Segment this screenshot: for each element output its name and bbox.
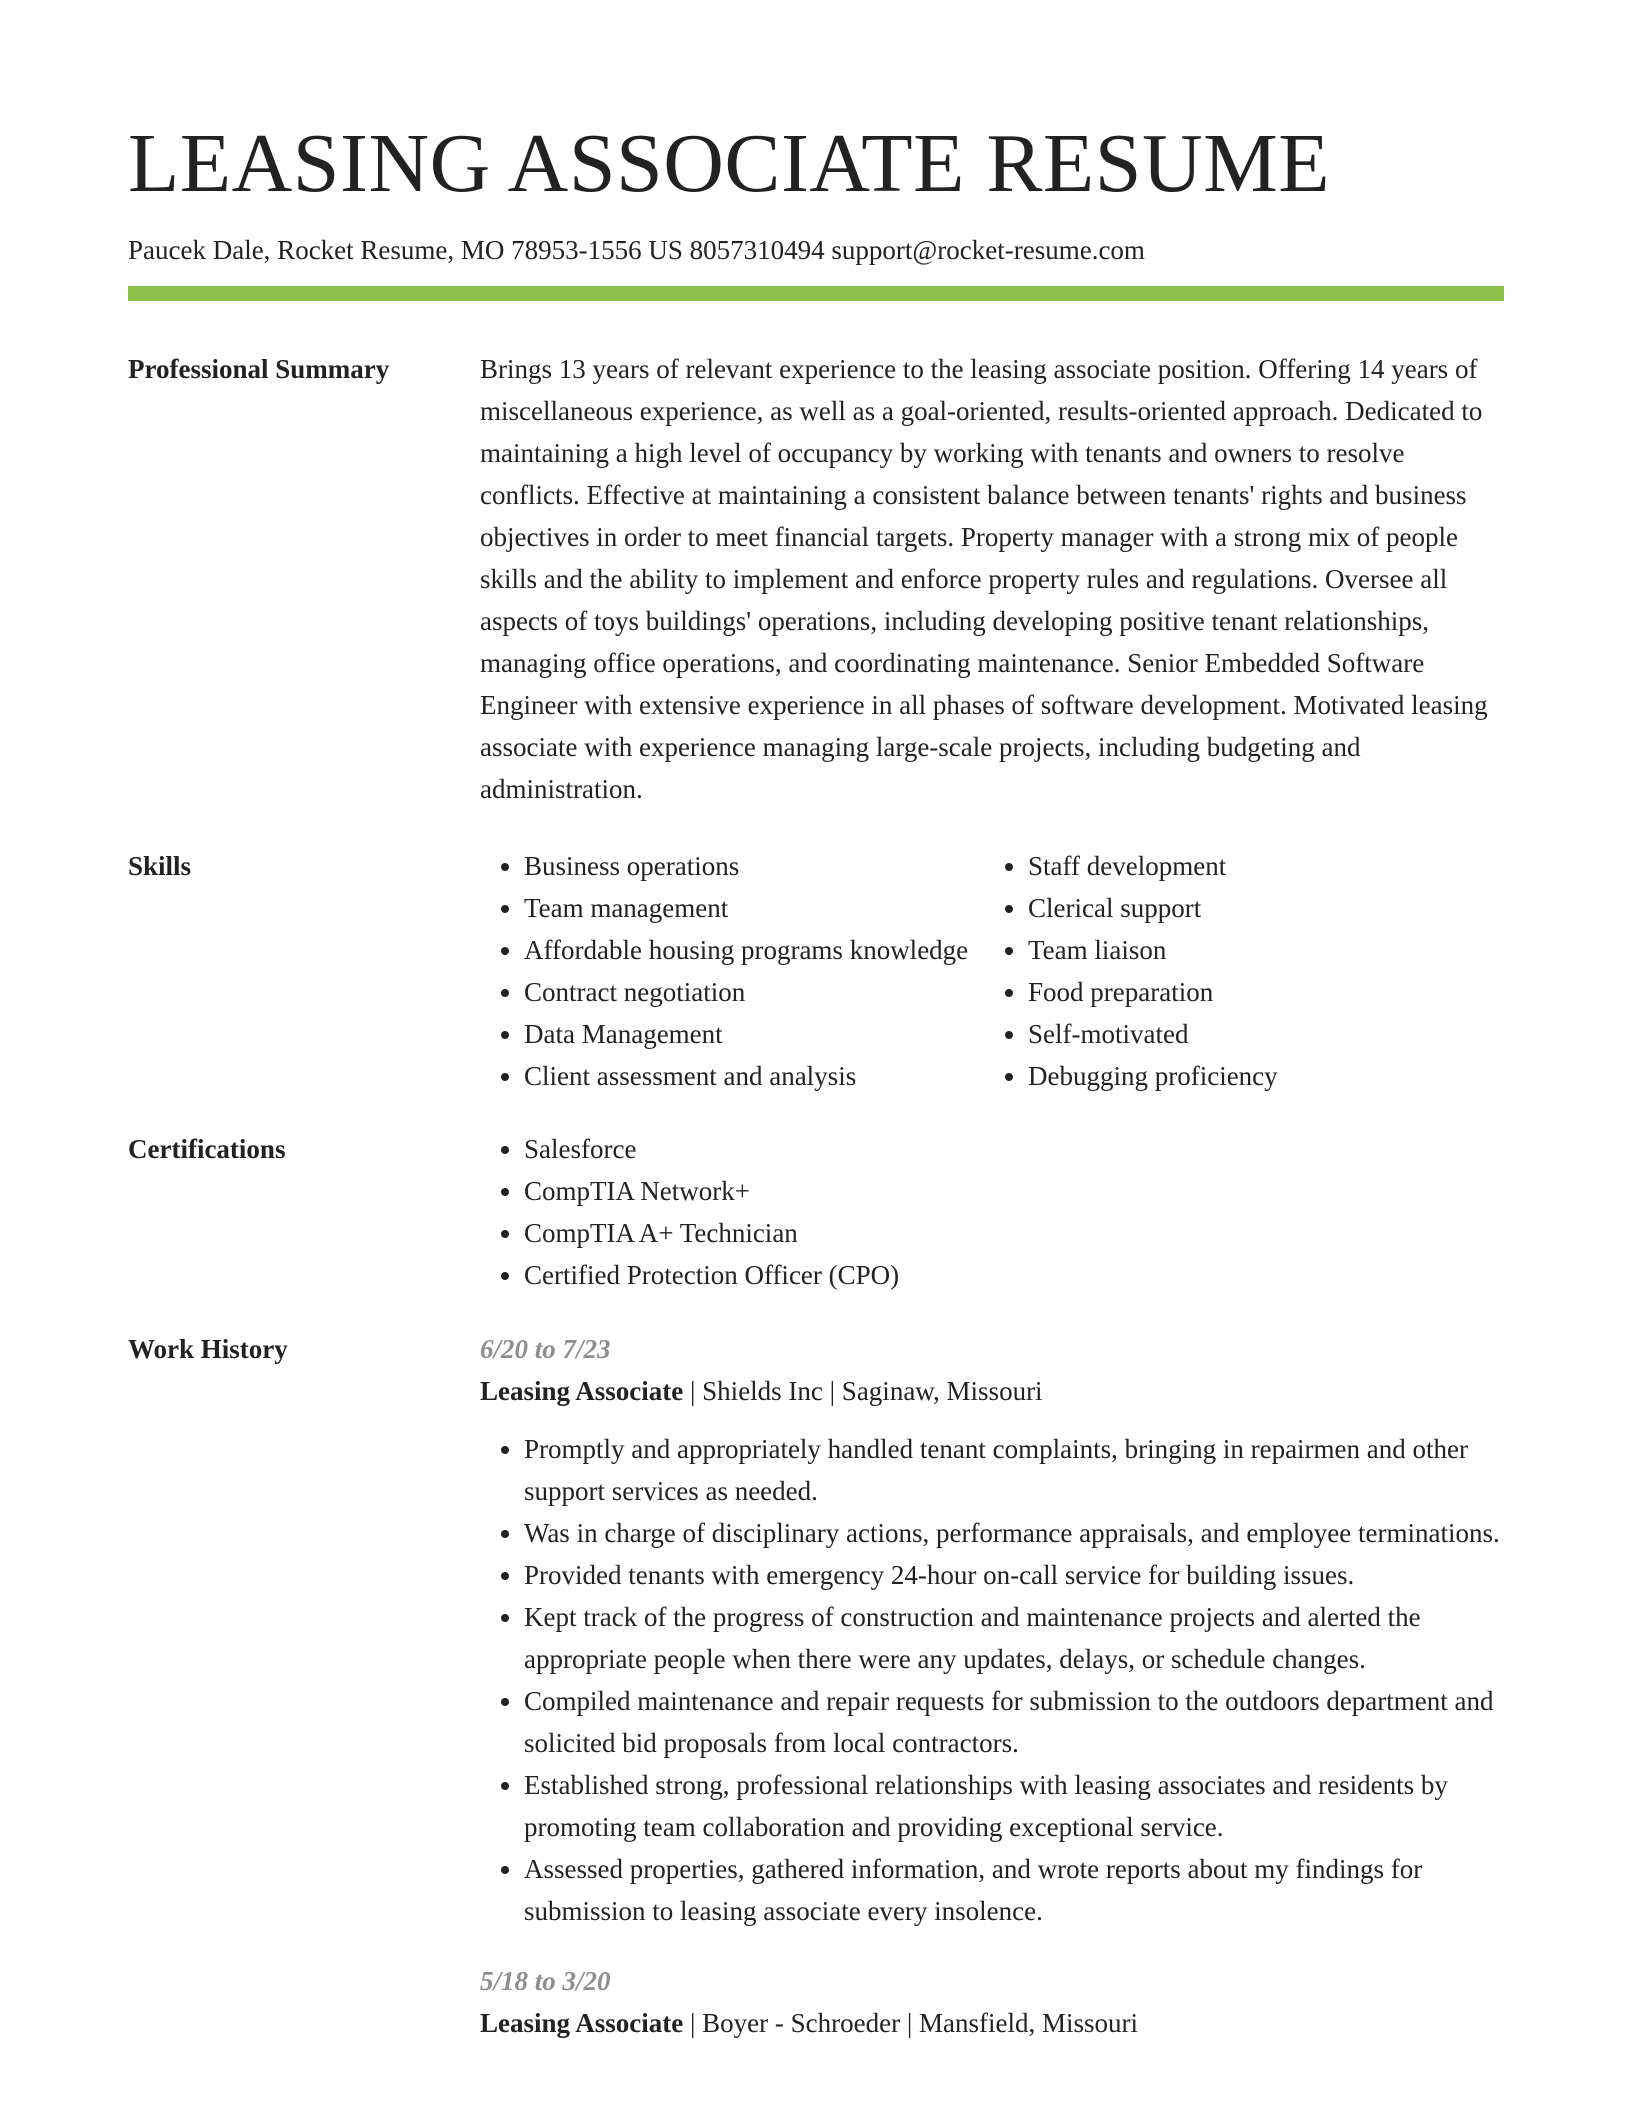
skill-item: • Business operations bbox=[524, 845, 984, 887]
certifications-label: Certifications bbox=[128, 1134, 286, 1164]
job-duties-list bbox=[480, 1428, 1504, 1932]
certifications-list bbox=[480, 1128, 1504, 1296]
resume-title: LEASING ASSOCIATE RESUME bbox=[128, 117, 1331, 210]
certifications-section bbox=[480, 1128, 1504, 1296]
skill-item: • Team management bbox=[524, 887, 984, 929]
job-entry bbox=[480, 1328, 1504, 1932]
skills-section bbox=[480, 845, 1504, 1097]
certification-item: • CompTIA A+ Technician bbox=[524, 1212, 1504, 1254]
summary-label: Professional Summary bbox=[128, 354, 390, 384]
job-title: Leasing Associate bbox=[480, 1376, 684, 1406]
job-dates: 5/18 to 3/20 bbox=[480, 1966, 611, 1996]
job-entry bbox=[480, 1960, 1504, 2044]
skill-item: • Staff development bbox=[1028, 845, 1278, 887]
summary-section bbox=[480, 348, 1504, 810]
skills-list-column-2 bbox=[984, 845, 1278, 1097]
job-duty: • Kept track of the progress of construction and maintenance projects and alerted the appropriate people when there were any updates, delays, or schedule changes. bbox=[524, 1596, 1504, 1680]
job-heading bbox=[480, 2002, 1504, 2044]
job-duty: • Compiled maintenance and repair requests for submission to the outdoors department and solicited bid proposals from local contractors. bbox=[524, 1680, 1504, 1764]
header-divider bbox=[128, 286, 1504, 301]
work-history-section bbox=[480, 1328, 1504, 2072]
certification-item: • Salesforce bbox=[524, 1128, 1504, 1170]
certification-item: • Certified Protection Officer (CPO) bbox=[524, 1254, 1504, 1296]
skill-item: • Client assessment and analysis bbox=[524, 1055, 984, 1097]
skill-item: • Team liaison bbox=[1028, 929, 1278, 971]
job-heading bbox=[480, 1370, 1504, 1412]
work-history-label: Work History bbox=[128, 1334, 288, 1364]
job-employer-location: | Boyer - Schroeder | Mansfield, Missouri bbox=[683, 2008, 1138, 2038]
job-duty: • Established strong, professional relationships with leasing associates and residents by promoting team collaboration and providing exceptional service. bbox=[524, 1764, 1504, 1848]
certification-item: • CompTIA Network+ bbox=[524, 1170, 1504, 1212]
skills-label: Skills bbox=[128, 851, 192, 881]
summary-text: Brings 13 years of relevant experience to the leasing associate position. Offering 14 years of miscellaneous experience, as well as a goal-oriented, results-oriented approach. Dedicated to maintaining a high level of occupancy by working with tenants and owners to resolve conflicts. Effective at maintaining a consistent balance between tenants' rights and business objectives in order to meet financial targets. Property manager with a strong mix of people skills and the ability to implement and enforce property rules and regulations. Oversee all aspects of toys buildings' operations, including developing positive tenant relationships, managing office operations, and coordinating maintenance. Senior Embedded Software Engineer with extensive experience in all phases of software development. Motivated leasing associate with experience managing large-scale projects, including budgeting and administration. bbox=[480, 354, 1488, 804]
skill-item: • Food preparation bbox=[1028, 971, 1278, 1013]
contact-line: Paucek Dale, Rocket Resume, MO 78953-1556 US 8057310494 support@rocket-resume.com bbox=[128, 235, 1145, 265]
job-title: Leasing Associate bbox=[480, 2008, 684, 2038]
skill-item: • Contract negotiation bbox=[524, 971, 984, 1013]
skill-item: • Affordable housing programs knowledge bbox=[524, 929, 984, 971]
job-duty: • Provided tenants with emergency 24-hour on-call service for building issues. bbox=[524, 1554, 1504, 1596]
job-duty: • Was in charge of disciplinary actions, performance appraisals, and employee terminations. bbox=[524, 1512, 1504, 1554]
skill-item: • Self-motivated bbox=[1028, 1013, 1278, 1055]
skill-item: • Debugging proficiency bbox=[1028, 1055, 1278, 1097]
skills-list-column-1 bbox=[480, 845, 984, 1097]
skill-item: • Data Management bbox=[524, 1013, 984, 1055]
job-dates: 6/20 to 7/23 bbox=[480, 1334, 611, 1364]
job-duty: • Assessed properties, gathered information, and wrote reports about my findings for submission to leasing associate every insolence. bbox=[524, 1848, 1504, 1932]
job-employer-location: | Shields Inc | Saginaw, Missouri bbox=[683, 1376, 1043, 1406]
job-duty: • Promptly and appropriately handled tenant complaints, bringing in repairmen and other support services as needed. bbox=[524, 1428, 1504, 1512]
skill-item: • Clerical support bbox=[1028, 887, 1278, 929]
